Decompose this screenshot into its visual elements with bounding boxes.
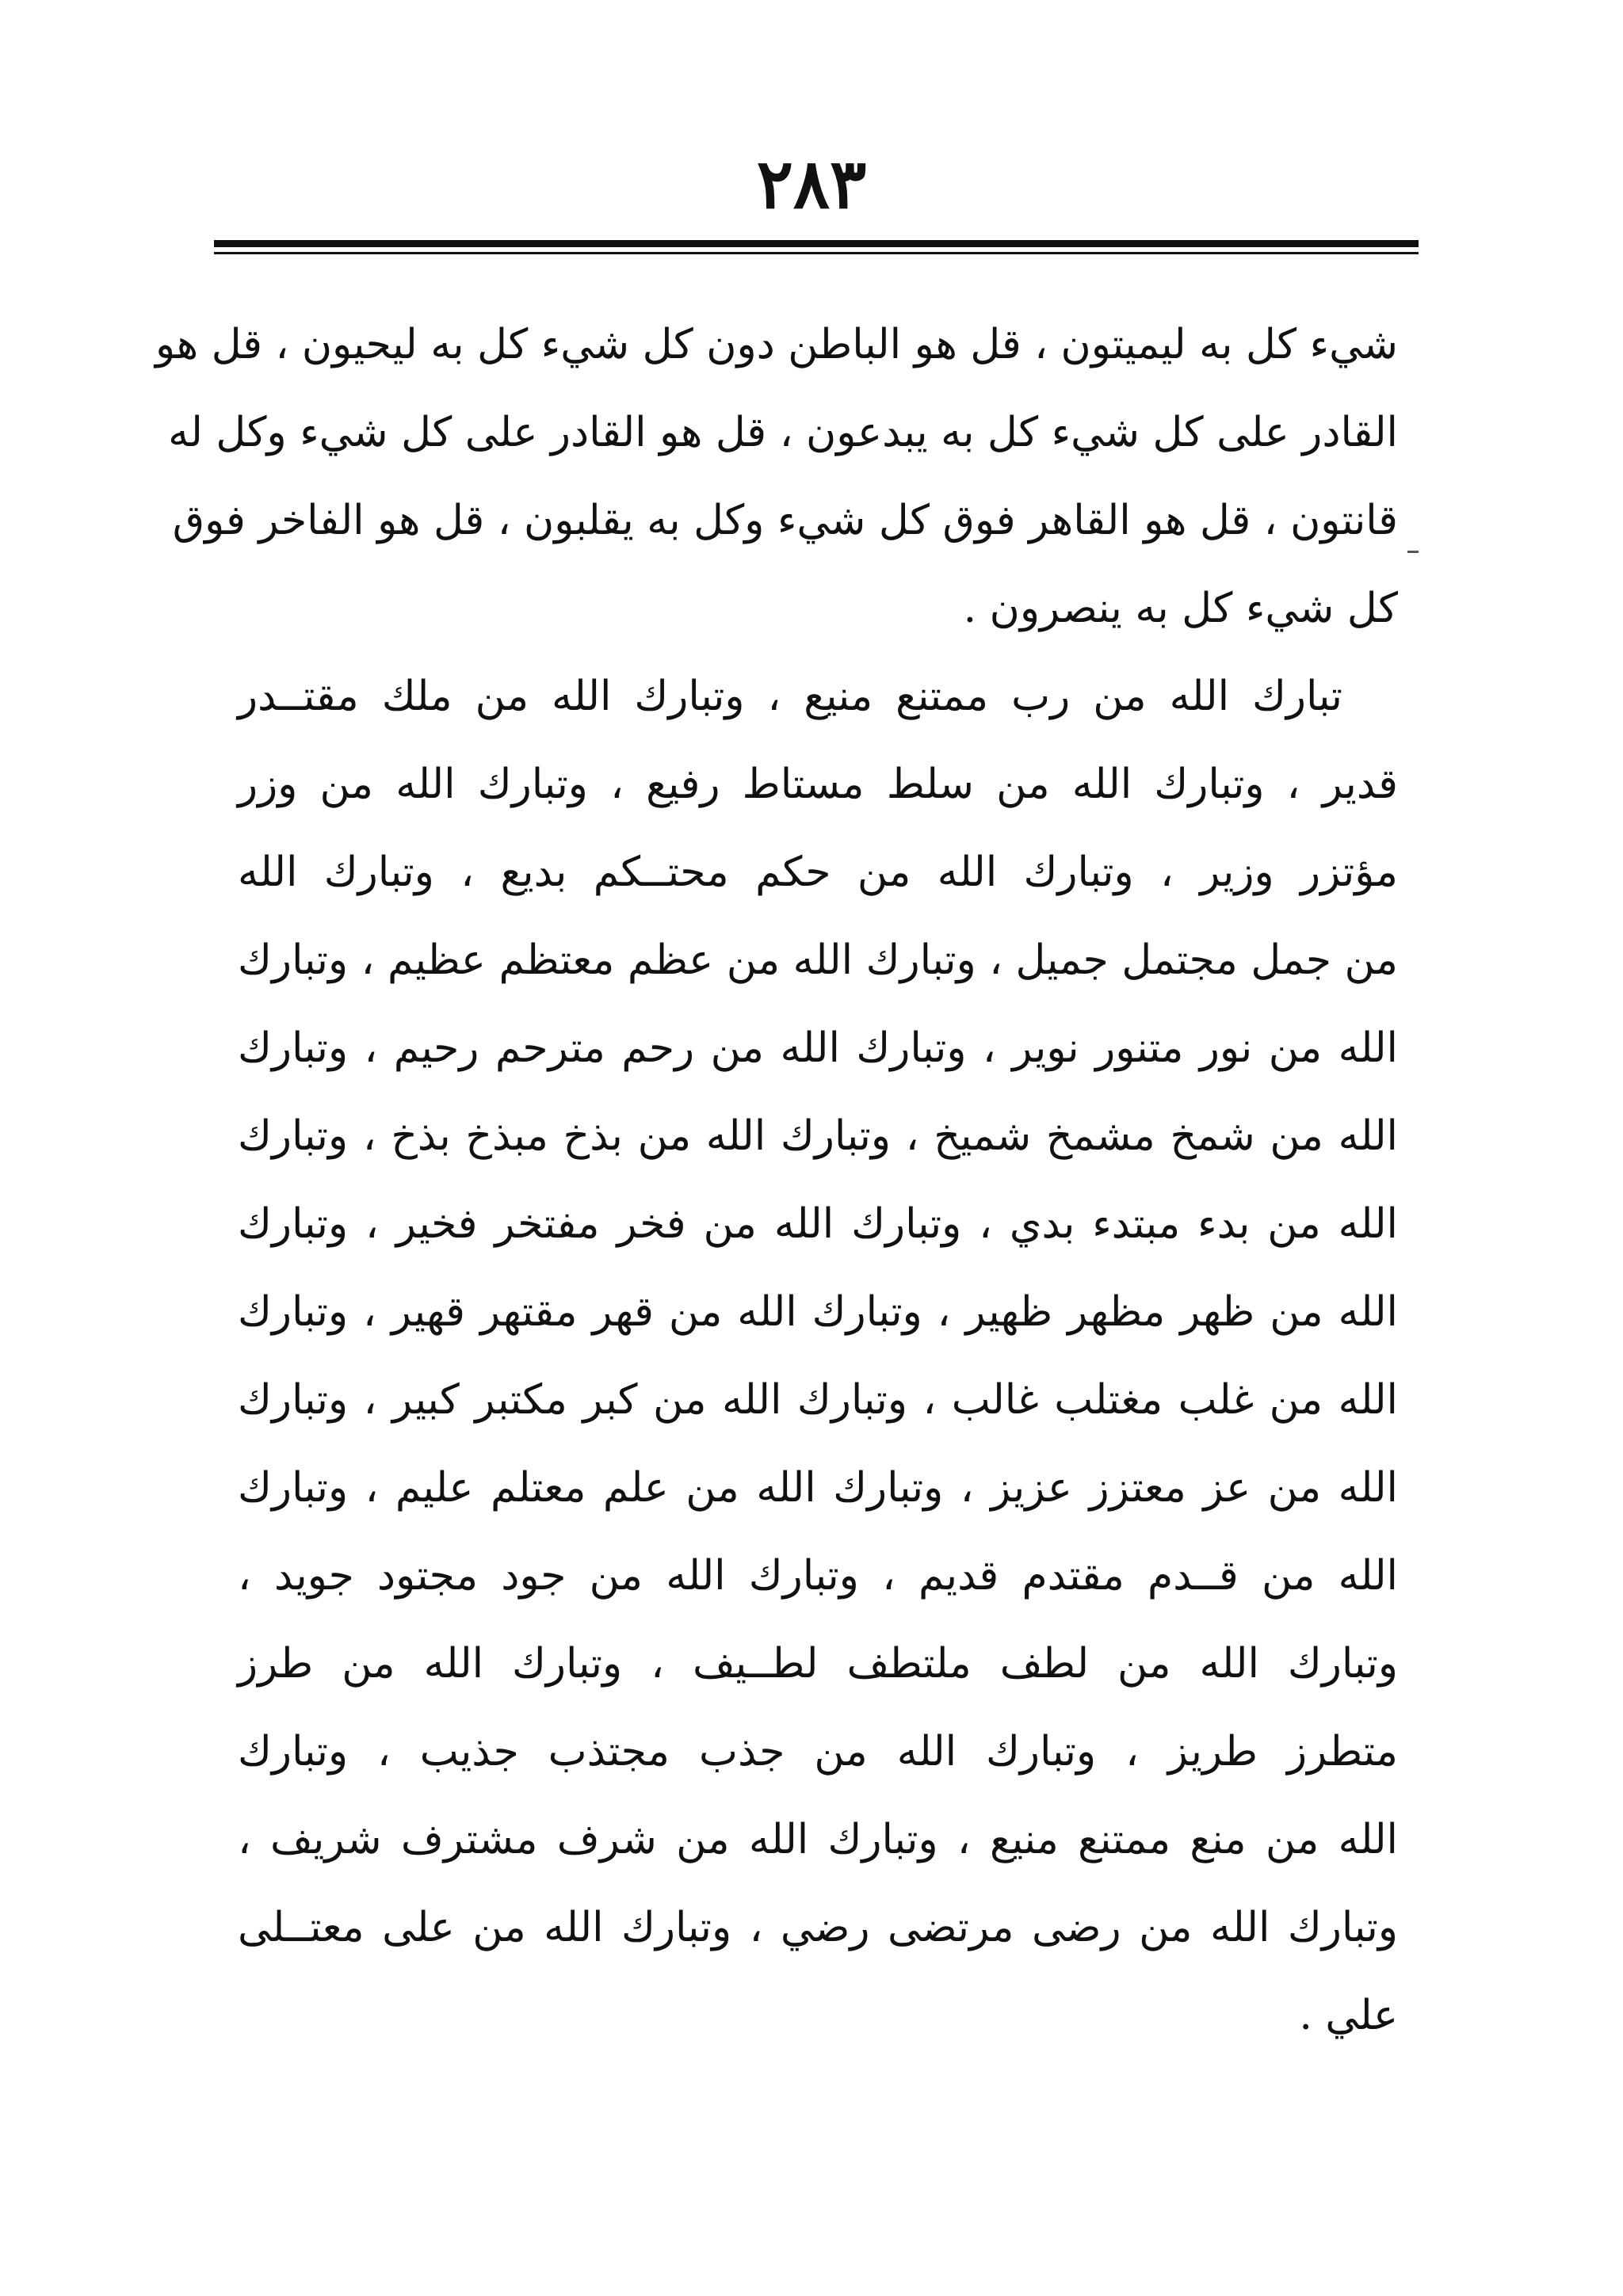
- text-line: شيء كل به ليميتون ، قل هو الباطن دون كل شيء كل به ليحيون ، قل هو: [155, 321, 1398, 368]
- page-number: ٢٨٣: [756, 144, 867, 224]
- margin-mark: [1407, 551, 1419, 553]
- text-line: وتبارك الله من لطف ملتطف لطــيف ، وتبارك الله من طرز: [238, 1640, 1398, 1688]
- text-line: الله من قــدم مقتدم قديم ، وتبارك الله من جود مجتود جويد ،: [238, 1552, 1398, 1600]
- text-line: تبارك الله من رب ممتنع منيع ، وتبارك الله من ملك مقتــدر: [238, 673, 1342, 720]
- text-line: الله من عز معتزز عزيز ، وتبارك الله من علم معتلم عليم ، وتبارك: [238, 1464, 1398, 1512]
- text-line: الله من نور متنور نوير ، وتبارك الله من رحم مترحم رحيم ، وتبارك: [238, 1024, 1398, 1072]
- header-rule-thin: [214, 252, 1419, 254]
- text-line: مؤتزر وزير ، وتبارك الله من حكم محتــكم بديع ، وتبارك الله: [238, 849, 1398, 896]
- header-rule-thick: [214, 240, 1419, 247]
- text-line: الله من غلب مغتلب غالب ، وتبارك الله من كبر مكتبر كبير ، وتبارك: [238, 1376, 1398, 1424]
- text-line: قانتون ، قل هو القاهر فوق كل شيء وكل به يقلبون ، قل هو الفاخر فوق: [172, 497, 1398, 544]
- text-line: وتبارك الله من رضى مرتضى رضي ، وتبارك الله من على معتــلى: [238, 1904, 1398, 1951]
- text-line: القادر على كل شيء كل به يبدعون ، قل هو القادر على كل شيء وكل له: [168, 409, 1398, 456]
- text-line: الله من منع ممتنع منيع ، وتبارك الله من شرف مشترف شريف ،: [238, 1816, 1398, 1863]
- text-line: كل شيء كل به ينصرون .: [963, 585, 1398, 632]
- text-line: علي .: [1299, 1992, 1398, 2039]
- text-line: من جمل مجتمل جميل ، وتبارك الله من عظم معتظم عظيم ، وتبارك: [238, 936, 1398, 984]
- text-line: متطرز طريز ، وتبارك الله من جذب مجتذب جذيب ، وتبارك: [238, 1728, 1398, 1775]
- text-line: الله من بدء مبتدء بدي ، وتبارك الله من فخر مفتخر فخير ، وتبارك: [238, 1200, 1398, 1248]
- text-line: الله من ظهر مظهر ظهير ، وتبارك الله من قهر مقتهر قهير ، وتبارك: [238, 1288, 1398, 1336]
- text-line: الله من شمخ مشمخ شميخ ، وتبارك الله من بذخ مبذخ بذخ ، وتبارك: [238, 1112, 1398, 1160]
- body-text: [155, 301, 1398, 2060]
- text-line: قدير ، وتبارك الله من سلط مستاط رفيع ، وتبارك الله من وزر: [238, 761, 1398, 808]
